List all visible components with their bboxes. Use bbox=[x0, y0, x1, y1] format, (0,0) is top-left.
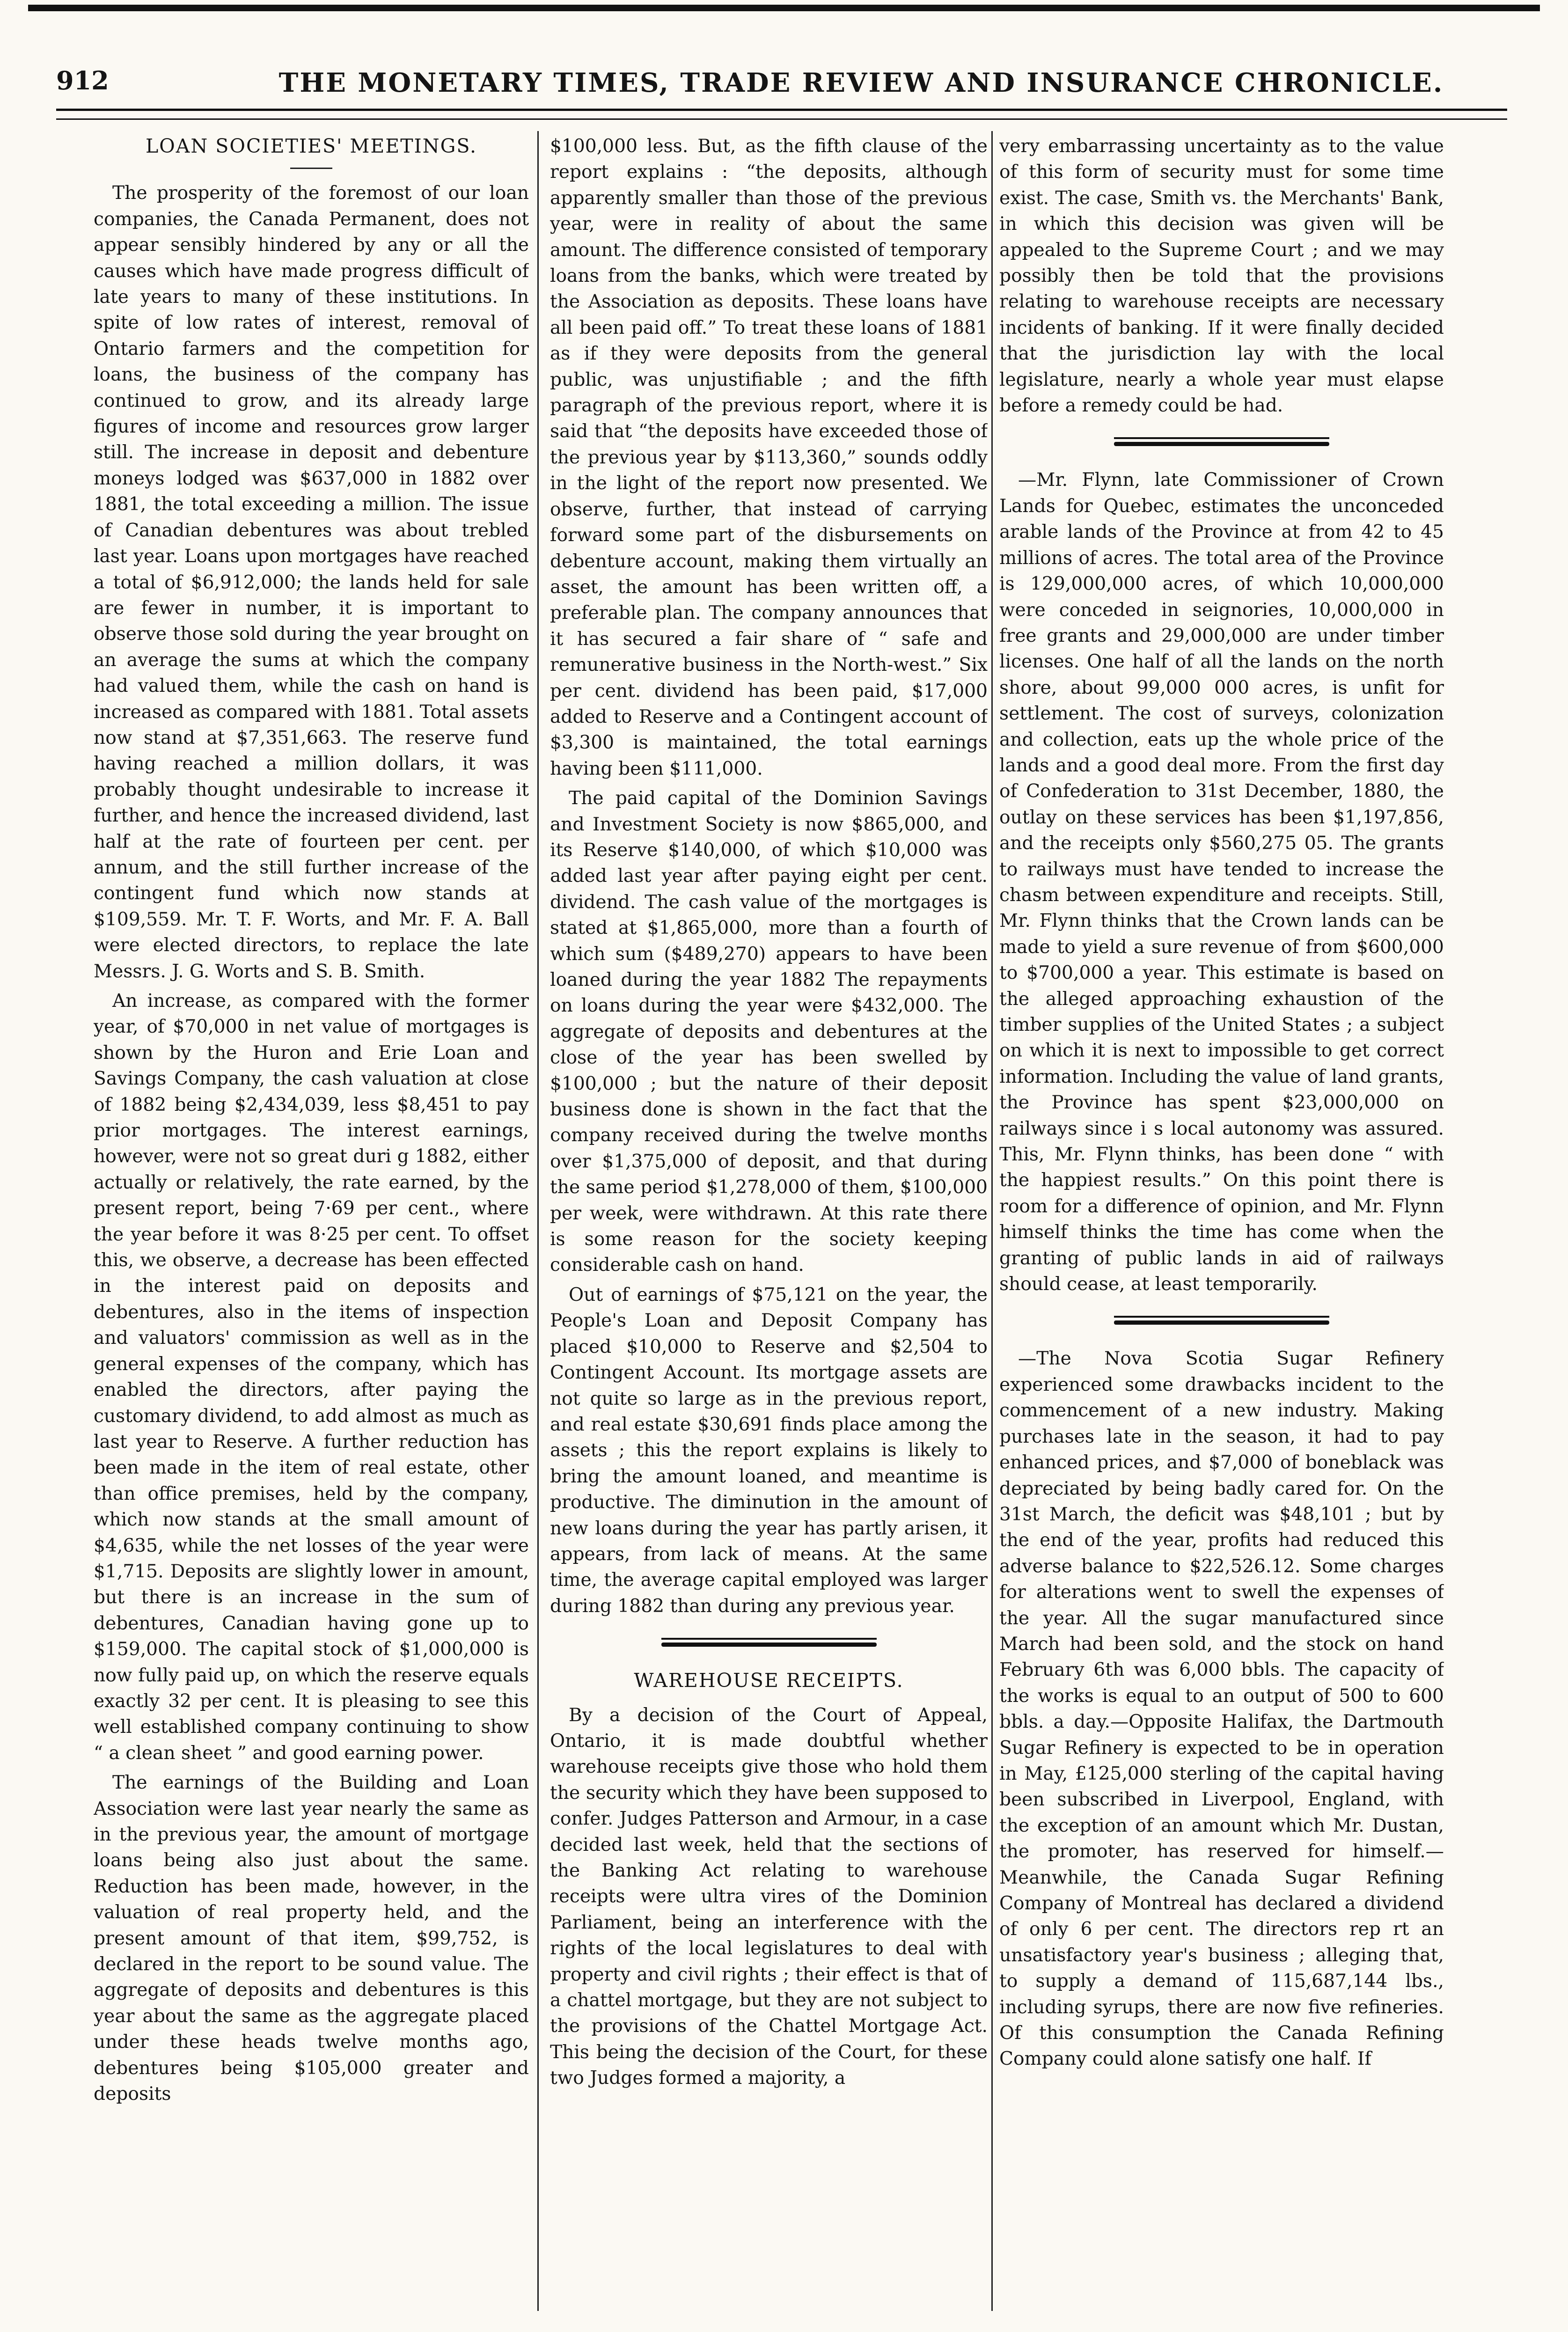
crown-lands-paragraph: —Mr. Flynn, late Commissioner of Crown Lands for Quebec, estimates the unconceded arable lands of the Province at from 42 to 45 millions of acres. The total area of the Province is 129,000,000 acres, of which 10,000,000 were conceded in seignories, 10,000,000 in free grants and 29,000,000 are under timber licenses. One half of all the lands on the north shore, about 99,000 000 acres, is unfit for settlement. The cost of surveys, colonization and collection, eats up the whole price of the lands and a good deal more. From the first day of Confederation to 31st December, 1880, the outlay on these services has been $1,197,856, and the receipts only $560,275 05. The grants to railways must have tended to increase the chasm between expenditure and receipts. Still, Mr. Flynn thinks that the Crown lands can be made to yield a sure revenue of from $600,000 to $700,000 a year. This estimate is based on the alleged approaching exhaustion of the timber supplies of the United States ; a subject on which it is next to impossible to get correct information. Including the value of land grants, the Province has spent $23,000,000 on railways since i s local autonomy was assured. This, Mr. Flynn thinks, has been done “ with the happiest results.” On this point there is room for a difference of opinion, and Mr. Flynn himself thinks the time has come when the granting of public lands in aid of railways should cease, at least temporarily. bbox=[999, 469, 1444, 1295]
section-separator bbox=[661, 1637, 877, 1649]
loan-paragraph-1: The prosperity of the foremost of our loan companies, the Canada Permanent, does not appear sensibly hindered by any or all the causes which have made progress difficult of late years to many of these institutions. In spite of low rates of interest, removal of Ontario farmers and the competition for loans, the business of the company has continued to grow, and its already large figures of income and resources grow larger still. The increase in deposit and debenture moneys lodged was $637,000 in 1882 over 1881, the total exceeding a million. The issue of Canadian debentures was about trebled last year. Loans upon mortgages have reached a total of $6,912,000; the lands held for sale are fewer in number, it is important to observe those sold during the year brought on an average the sums at which the company had valued them, while the cash on hand is increased as compared with 1881. Total assets now stand at $7,351,663. The reserve fund having reached a million dollars, it was probably thought undesirable to increase it further, and hence the increased dividend, last half at the rate of fourteen per cent. per annum, and the still further increase of the contingent fund which now stands at $109,559. Mr. T. F. Worts, and Mr. F. A. Ball were elected directors, to replace the late Messrs. J. G. Worts and S. B. Smith. bbox=[94, 183, 529, 982]
top-border-rule bbox=[28, 5, 1540, 11]
sugar-refinery-paragraph: —The Nova Scotia Sugar Refinery experienced some drawbacks incident to the commencement of a new industry. Making purchases late in the season, it had to pay enhanced prices, and $7,000 of boneblack was depreciated by being badly cared for. On the 31st March, the deficit was $48,101 ; but by the end of the year, profits had reduced this adverse balance to $22,526.12. Some charges for alterations went to swell the expenses of the year. All the sugar manufactured since March had been sold, and the stock on hand February 6th was 6,000 bbls. The capacity of the works is equal to an output of 500 to 600 bbls. a day.—Opposite Halifax, the Dartmouth Sugar Refinery is expected to be in operation in May, £125,000 sterling of the capital having been subscribed in Liverpool, England, with the exception of an amount which Mr. Dustan, the promoter, has reserved for himself.— Meanwhile, the Canada Sugar Refining Company of Montreal has declared a dividend of only 6 per cent. The directors rep rt an unsatisfactory year's business ; alleging that, to supply a demand of 115,687,144 lbs., including syrups, there are now five refineries. Of this consumption the Canada Refining Company could alone satisfy one half. If bbox=[999, 1348, 1444, 2070]
section-separator bbox=[1114, 1315, 1329, 1327]
header-rule-thick bbox=[56, 109, 1507, 111]
section-separator bbox=[1114, 436, 1329, 448]
column-2 bbox=[550, 133, 988, 2313]
loan-paragraph-2: An increase, as compared with the former year, of $70,000 in net value of mortgages is shown by the Huron and Erie Loan and Savings Company, the cash valuation at close of 1882 being $2,434,039, less $8,451 to pay prior mortgages. The interest earnings, however, were not so great duri g 1882, either actually or relatively, the rate earned, by the present report, being 7·69 per cent., where the year before it was 8·25 per cent. To offset this, we observe, a decrease has been effected in the interest paid on deposits and debentures, also in the items of inspection and valuators' commission as well as in the general expenses of the company, which has enabled the directors, after paying the customary dividend, to add almost as much as last year to Reserve. A further reduction has been made in the item of real estate, other than office premises, held by the company, which now stands at the small amount of $4,635, while the net losses of the year were $1,715. Deposits are slightly lower in amount, but there is an increase in the sum of debentures, Canadian having gone up to $159,000. The capital stock of $1,000,000 is now fully paid up, on which the reserve equals exactly 32 per cent. It is pleasing to see this well established company continuing to show “ a clean sheet ” and good earning power. bbox=[94, 990, 529, 1764]
warehouse-article-headline: WAREHOUSE RECEIPTS. bbox=[634, 1669, 904, 1692]
page-number: 912 bbox=[56, 66, 109, 95]
column-3 bbox=[999, 133, 1444, 2313]
loan-continuation-1: $100,000 less. But, as the fifth clause of the report explains : “the deposits, although apparently smaller than those of the previous year, were in reality of about the same amount. The difference consisted of temporary loans from the banks, which were treated by the Association as deposits. These loans have all been paid off.” To treat these loans of 1881 as if they were deposits from the general public, was unjustifiable ; and the fifth paragraph of the previous report, where it is said that “the deposits have exceeded those of the previous year by $113,360,” sounds oddly in the light of the report now presented. We observe, further, that instead of carrying forward some part of the disbursements on debenture account, making them virtually an asset, the amount has been written off, a preferable plan. The company announces that it has secured a fair share of “ safe and remunerative business in the North-west.” Six per cent. dividend has been paid, $17,000 added to Reserve and a Contingent account of $3,300 is maintained, the total earnings having been $111,000. bbox=[550, 136, 988, 779]
header-rule-thin bbox=[56, 118, 1507, 120]
publication-title: THE MONETARY TIMES, TRADE REVIEW AND INSURANCE CHRONICLE. bbox=[278, 67, 1444, 98]
column-1 bbox=[94, 133, 529, 2313]
column-divider-2 bbox=[991, 131, 993, 2311]
warehouse-continuation: very embarrassing uncertainty as to the value of this form of security must for some time exist. The case, Smith vs. the Merchants' Bank, in which this decision was given will be appealed to the Supreme Court ; and we may possibly then be told that the provisions relating to warehouse receipts are necessary incidents of banking. If it were finally decided that the jurisdiction lay with the local legislature, nearly a whole year must elapse before a remedy could be had. bbox=[999, 136, 1444, 417]
loan-continuation-2: The paid capital of the Dominion Savings and Investment Society is now $865,000, and its Reserve $140,000, of which $10,000 was added last year after paying eight per cent. dividend. The cash value of the mortgages is stated at $1,865,000, more than a fourth of which sum ($489,270) appears to have been loaned during the year 1882 The repayments on loans during the year were $432,000. The aggregate of deposits and debentures at the close of the year has been swelled by $100,000 ; but the nature of their deposit business done is shown in the fact that the company received during the twelve months over $1,375,000 of deposit, and that during the same period $1,278,000 of them, $100,000 per week, were withdrawn. At this rate there is some reason for the society keeping considerable cash on hand. bbox=[550, 788, 988, 1276]
loan-article-headline: LOAN SOCIETIES' MEETINGS. bbox=[145, 135, 477, 157]
page-header bbox=[56, 56, 1507, 108]
warehouse-paragraph: By a decision of the Court of Appeal, Ontario, it is made doubtful whether warehouse receipts give those who hold them the security which they have been supposed to confer. Judges Patterson and Armour, in a case decided last week, held that the sections of the Banking Act relating to warehouse receipts were ultra vires of the Dominion Parliament, being an interference with the rights of the local legislatures to deal with property and civil rights ; their effect is that of a chattel mortgage, but they are not subject to the provisions of the Chattel Mortgage Act. This being the decision of the Court, for these two Judges formed a majority, a bbox=[550, 1704, 988, 2089]
column-divider-1 bbox=[537, 131, 539, 2311]
loan-continuation-3: Out of earnings of $75,121 on the year, the People's Loan and Deposit Company has placed $10,000 to Reserve and $2,504 to Contingent Account. Its mortgage assets are not quite so large as in the previous report, and real estate $30,691 finds place among the assets ; this the report explains is likely to bring the amount loaned, and meantime is productive. The diminution in the amount of new loans during the year has partly arisen, it appears, from lack of means. At the same time, the average capital employed was larger during 1882 than during any previous year. bbox=[550, 1284, 988, 1617]
headline-rule bbox=[290, 168, 332, 169]
loan-paragraph-3: The earnings of the Building and Loan Association were last year nearly the same as in the previous year, the amount of mortgage loans being also just about the same. Reduction has been made, however, in the valuation of real property held, and the present amount of that item, $99,752, is declared in the report to be sound value. The aggregate of deposits and debentures is this year about the same as the aggregate placed under these heads twelve months ago, debentures being $105,000 greater and deposits bbox=[94, 1772, 529, 2105]
